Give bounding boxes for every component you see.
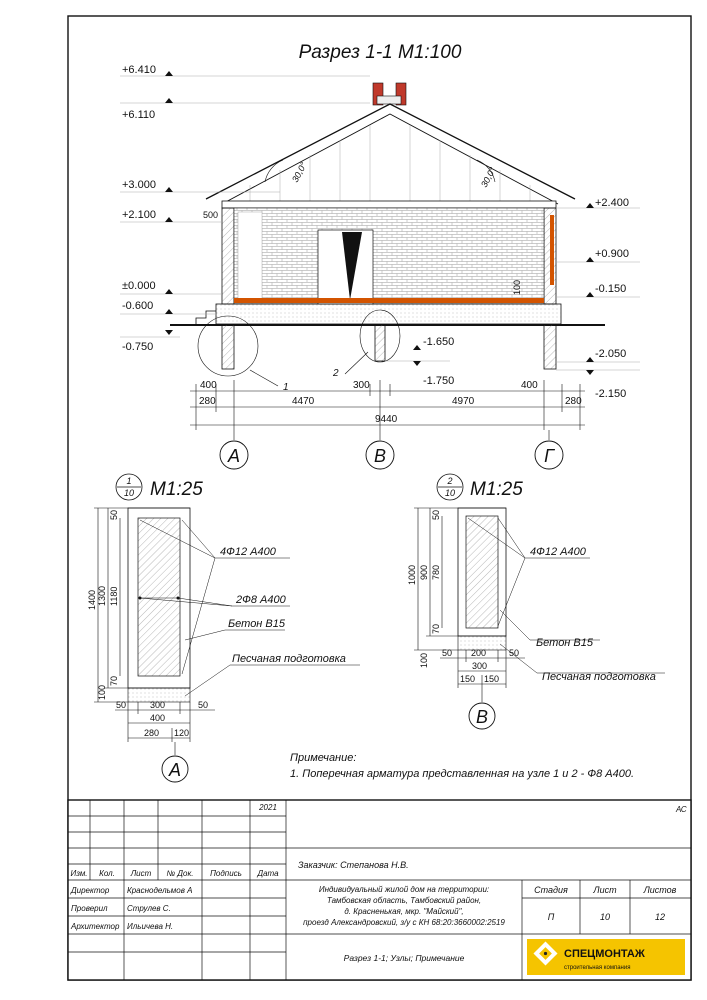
section-1-1 xyxy=(120,42,640,469)
node1-dim-1180: 1180 xyxy=(109,586,119,606)
title-block xyxy=(68,800,691,980)
hdr-sign: Подпись xyxy=(210,869,242,878)
role-checker: Проверил xyxy=(71,904,108,913)
node2-dim-150-right: 150 xyxy=(484,674,500,684)
stage-label: Стадия xyxy=(534,885,568,895)
node1-dim-70: 70 xyxy=(109,675,119,686)
node2-rebar-main: 4Ф12 А400 xyxy=(530,546,586,558)
dim-280-right: 280 xyxy=(565,396,582,407)
company-name: СПЕЦМОНТАЖ xyxy=(564,948,645,960)
object-line-3: д. Красненькая, мкр. "Майский", xyxy=(344,907,464,916)
elev-1650: -1.650 xyxy=(423,336,455,348)
node1-dim-50-left: 50 xyxy=(116,700,127,710)
elev-2150: -2.150 xyxy=(595,388,627,400)
elev-0900: +0.900 xyxy=(595,248,629,260)
elev-0000: ±0.000 xyxy=(122,280,156,292)
node2-sheet: 10 xyxy=(444,488,456,498)
roof-angle-right: 30,0° xyxy=(478,165,498,189)
axis-a: А xyxy=(227,446,241,466)
hdr-kol: Кол. xyxy=(99,869,115,878)
axis-g: Г xyxy=(544,446,554,466)
elev-2100: +2.100 xyxy=(122,209,156,221)
ceiling-slab xyxy=(222,201,556,208)
elev-0150: -0.150 xyxy=(595,283,627,295)
node-2 xyxy=(407,474,665,729)
stage-value: П xyxy=(547,912,555,922)
dim-400-left: 400 xyxy=(200,380,217,391)
sheet-label: Лист xyxy=(593,885,617,895)
node2-dim-1000: 1000 xyxy=(407,564,417,585)
node1-dim-100: 100 xyxy=(97,684,107,700)
floor-base xyxy=(216,304,561,324)
hdr-izm: Изм. xyxy=(70,869,88,878)
outer-wall-left xyxy=(222,208,234,304)
axis-v: В xyxy=(373,446,387,466)
window-right xyxy=(550,215,554,285)
node2-dim-50-right: 50 xyxy=(509,648,520,658)
elev-2050: -2.050 xyxy=(595,348,627,360)
floor-finish xyxy=(234,298,544,303)
elevations-mid xyxy=(385,336,454,387)
hdr-doc: № Док. xyxy=(166,869,194,878)
dim-9440: 9440 xyxy=(375,414,398,425)
object-line-2: Тамбовская область, Тамбовский район, xyxy=(326,896,482,905)
sheets-value: 12 xyxy=(654,912,666,922)
name-checker: Струлев С. xyxy=(127,904,171,913)
node1-sand: Песчаная подготовка xyxy=(232,653,346,665)
elev-0750: -0.750 xyxy=(122,341,154,353)
node1-dim-1400: 1400 xyxy=(87,589,97,610)
drawing-name: Разрез 1-1; Узлы; Примечание xyxy=(343,953,465,963)
hdr-date: Дата xyxy=(257,869,279,878)
object-line-1: Индивидуальный жилой дом на территории: xyxy=(318,885,490,894)
node1-rebar-mid: 2Ф8 А400 xyxy=(236,594,286,606)
node2-dim-200: 200 xyxy=(471,648,487,658)
dim-100: 100 xyxy=(512,279,522,295)
name-director: Краснодельмов А xyxy=(127,886,193,895)
node2-dim-70: 70 xyxy=(431,623,441,634)
node-1 xyxy=(87,474,360,782)
elev-1750: -1.750 xyxy=(423,375,455,387)
roof-angle-left: 30,0° xyxy=(289,160,309,184)
node2-rebar-cage xyxy=(466,516,498,628)
node1-dim-280: 280 xyxy=(144,728,160,738)
vent-cap xyxy=(377,96,401,104)
elev-6110: +6.110 xyxy=(122,109,156,121)
roof-inner xyxy=(222,114,558,204)
sheet-value: 10 xyxy=(599,912,611,922)
name-architect: Ильичева Н. xyxy=(127,922,174,931)
node1-horizontal-dims xyxy=(115,700,215,742)
note-title: Примечание: xyxy=(290,752,357,764)
node1-rebar-cage xyxy=(138,518,180,676)
callout-1: 1 xyxy=(283,382,289,393)
section-title: Разрез 1-1 М1:100 xyxy=(298,42,462,63)
node2-dim-300: 300 xyxy=(472,661,488,671)
roof-outline xyxy=(206,104,575,199)
dim-4970: 4970 xyxy=(452,396,475,407)
elev-6410: +6.410 xyxy=(122,64,156,76)
dim-280-left: 280 xyxy=(199,396,216,407)
dim-500: 500 xyxy=(203,210,219,220)
node2-scale: М1:25 xyxy=(470,479,523,500)
node2-axis: В xyxy=(475,707,489,727)
node2-dim-900: 900 xyxy=(419,564,429,580)
section-wall-block xyxy=(238,212,262,300)
elev-0600: -0.600 xyxy=(122,300,154,312)
node1-dim-120: 120 xyxy=(174,728,190,738)
stamp-year: 2021 xyxy=(259,803,277,812)
role-architect: Архитектор xyxy=(71,922,120,931)
note-text: 1. Поперечная арматура представленная на узле 1 и 2 - Ф8 А400. xyxy=(290,768,635,780)
node1-dim-400: 400 xyxy=(150,713,166,723)
stamp-customer: Заказчик: Степанова Н.В. xyxy=(298,860,409,870)
inner-brick-wall xyxy=(234,208,544,304)
node2-horizontal-dims xyxy=(440,648,525,688)
node2-dim-50-left: 50 xyxy=(442,648,453,658)
node2-dim-50: 50 xyxy=(431,509,441,520)
node1-dim-1300: 1300 xyxy=(97,585,107,606)
node2-dim-100: 100 xyxy=(419,652,429,668)
stamp-code: АС xyxy=(676,805,687,814)
company-subtitle: строительная компания xyxy=(564,965,631,971)
node1-dim-50-right: 50 xyxy=(198,700,209,710)
role-director: Директор xyxy=(71,886,110,895)
node1-number: 1 xyxy=(126,476,132,486)
entrance-step xyxy=(196,311,216,325)
object-line-4: проезд Александровский, з/у с КН 68:20:3660002:2519 xyxy=(303,918,505,927)
node2-sand: Песчаная подготовка xyxy=(542,671,656,683)
dim-400-right: 400 xyxy=(521,380,538,391)
sheets-label: Листов xyxy=(643,885,677,895)
node1-concrete: Бетон В15 xyxy=(228,618,285,630)
callout-2: 2 xyxy=(333,368,339,379)
pile-a xyxy=(222,325,234,369)
pile-g xyxy=(544,325,556,369)
node2-concrete: Бетон В15 xyxy=(536,637,593,649)
node2-dim-150-left: 150 xyxy=(460,674,476,684)
dim-300: 300 xyxy=(353,380,370,391)
pile-v xyxy=(375,325,385,361)
node1-scale: М1:25 xyxy=(150,479,203,500)
node1-rebar-main: 4Ф12 А400 xyxy=(220,546,276,558)
node1-sheet: 10 xyxy=(123,488,135,498)
elev-2400: +2.400 xyxy=(595,197,629,209)
dimension-chains xyxy=(190,380,585,430)
elevations-right xyxy=(556,197,640,400)
node1-axis: А xyxy=(168,760,182,780)
note-block xyxy=(290,752,634,780)
grid-axes xyxy=(220,430,563,469)
node2-dim-780: 780 xyxy=(431,564,441,580)
dim-4470: 4470 xyxy=(292,396,315,407)
hdr-list: Лист xyxy=(130,869,152,878)
node1-dim-50: 50 xyxy=(109,509,119,520)
node2-number: 2 xyxy=(447,476,453,486)
node1-dim-300: 300 xyxy=(150,700,166,710)
elev-3000: +3.000 xyxy=(122,179,156,191)
